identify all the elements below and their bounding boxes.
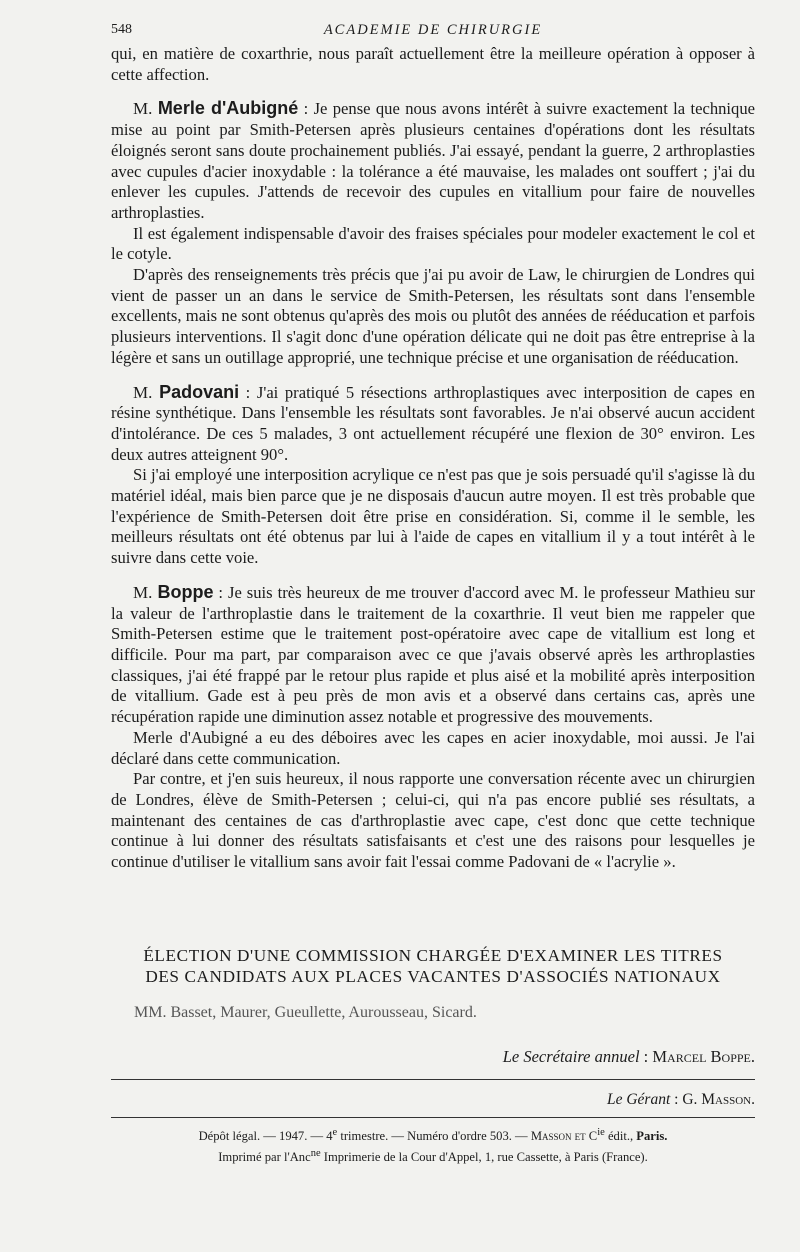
boppe-text-1: : Je suis très heureux de me trouver d'accord avec M. le professeur Mathieu sur la valeur de l'arthroplastie dans le traitement de la coxarthrie. Il veut bien me rappeler que Smith-Petersen estime que le traitement post-opératoire avec cape de vitallium est long et difficile. Pour ma part, par comparaison avec ce que j'avais observé après les arthroplasties classiques, j'ai été frappé par le retour plus rapide et plus aisé et la mobilité après interposition de vitallium. Gade est à peu près de mon avis et a observé dans certains cas, après une récupération rapide une diminution assez notable et progressive des mouvements. xyxy=(111,582,756,727)
gerant-separator: : xyxy=(670,1091,683,1108)
divider-rule xyxy=(111,1117,755,1118)
publisher-name: Masson et C xyxy=(530,1129,598,1144)
legal-deposit-text: trimestre. — Numéro d'ordre 503. — xyxy=(337,1129,531,1144)
legal-deposit-text: édit., xyxy=(604,1129,637,1144)
legal-deposit-line xyxy=(111,1124,755,1145)
running-head: ACADEMIE DE CHIRURGIE xyxy=(323,22,543,38)
secretary-name: Marcel Boppe. xyxy=(652,1047,755,1066)
speaker-name-merle: Merle d'Aubigné xyxy=(157,98,299,119)
publisher-city: Paris. xyxy=(636,1129,668,1144)
secretary-role: Le Secrétaire annuel xyxy=(502,1047,640,1066)
merle-paragraph-2: Il est également indispensable d'avoir des fraises spéciales pour modeler exactement le col et le cotyle. xyxy=(111,223,755,264)
printer-line xyxy=(111,1145,755,1166)
padovani-paragraph-2: Si j'ai employé une interposition acrylique ce n'est pas que je sois persuadé qu'il s'agisse là du matériel idéal, mais bien parce que je ne disposais d'aucun autre moyen. Il est très probable que l'expérience de Smith-Petersen doit être prise en considération. Si, comme il le semble, les meilleurs résultats ont été obtenus par lui à l'aide de capes en vitallium il y a tout intérêt à le suivre dans cette voie. xyxy=(111,465,755,568)
speaker-name-boppe: Boppe xyxy=(157,581,214,602)
gerant-role: Le Gérant xyxy=(606,1091,671,1108)
election-heading xyxy=(111,945,755,987)
election-heading-line-2: DES CANDIDATS AUX PLACES VACANTES D'ASSOCIÉS NATIONAUX xyxy=(145,967,721,986)
padovani-paragraph-1 xyxy=(111,382,755,466)
printer-text: Imprimerie de la Cour d'Appel, 1, rue Cassette, à Paris (France). xyxy=(320,1150,648,1165)
merle-text-1: : Je pense que nous avons intérêt à suivre exactement la technique mise au point par Smith-Petersen après plusieurs centaines d'opérations dont les résultats éloignés seront sans doute prochainement publiés. J'ai essayé, pendant la guerre, 2 arthroplasties avec cupules d'acier inoxydable : la tolérance a été mauvaise, les malades ont souffert ; j'ai du enlever les cupules. J'attends de recevoir des cupules en vitallium pour faire de nouvelles arthroplasties. xyxy=(111,99,755,222)
secretary-signature xyxy=(300,1047,755,1067)
commission-members: MM. Basset, Maurer, Gueullette, Aurousseau, Sicard. xyxy=(134,1004,477,1021)
boppe-paragraph-2: Merle d'Aubigné a eu des déboires avec les capes en acier inoxydable, moi aussi. Je l'ai déclaré dans cette communication. xyxy=(111,727,755,768)
merle-paragraph-3: D'après des renseignements très précis que j'ai pu avoir de Law, le chirurgien de Londres qui vient de passer un an dans le service de Smith-Petersen, les résultats sont dans l'ensemble excellents, mais ne sont obtenus qu'après des mois ou plutôt des années de rééducation et parfois plusieurs interventions. Il s'agit donc d'une opération délicate qui ne doit pas être entreprise à la légère et sans un outillage approprié, une technique précise et une organisation de rééducation. xyxy=(111,265,755,367)
boppe-paragraph-3: Par contre, et j'en suis heureux, il nous rapporte une conversation récente avec un chirurgien de Londres, élève de Smith-Petersen ; celui-ci, qui n'a pas encore publié ses résultats, a maintenant des centaines de cas d'arthroplastie avec cape, c'est donc que cette technique continue à lui donner des résultats satisfaisants et c'est une des raisons pour lesquelles je continue d'utiliser le vitallium sans avoir fait l'essai comme Padovani de « l'acrylie ». xyxy=(111,769,755,872)
padovani-text-1: : J'ai pratiqué 5 résections arthroplastiques avec interposition de capes en résine synthétique. Dans l'ensemble les résultats sont favorables. Je n'ai observé aucun accident d'intolérance. De ces 5 malades, 3 ont actuellement récupéré une flexion de 30° environ. Les deux autres atteignent 90°. xyxy=(111,382,755,464)
speaker-name-padovani: Padovani xyxy=(159,381,240,402)
boppe-paragraph-1 xyxy=(111,582,755,728)
gerant-name: G. Masson. xyxy=(682,1091,755,1108)
secretary-separator: : xyxy=(639,1047,653,1066)
opening-paragraph: qui, en matière de coxarthrie, nous paraît actuellement être la meilleure opération à opposer à cette affection. xyxy=(111,44,755,84)
speaker-prefix: M. xyxy=(133,382,160,402)
printer-text: Imprimé par l'Anc xyxy=(218,1150,311,1165)
legal-deposit-text: Dépôt légal. — 1947. — 4 xyxy=(198,1129,333,1144)
body-text xyxy=(111,44,755,873)
printer-colophon xyxy=(111,1124,755,1166)
election-heading-line-1: ÉLECTION D'UNE COMMISSION CHARGÉE D'EXAMINER LES TITRES xyxy=(143,946,723,965)
superscript: e xyxy=(332,1127,338,1138)
merle-paragraph-1 xyxy=(111,98,755,223)
page-number: 548 xyxy=(111,22,132,37)
superscript: ne xyxy=(310,1148,321,1160)
superscript: ie xyxy=(597,1127,605,1138)
speaker-prefix: M. xyxy=(133,582,158,602)
gerant-signature xyxy=(300,1091,755,1109)
divider-rule xyxy=(111,1079,755,1080)
speaker-prefix: M. xyxy=(133,99,158,119)
page-header xyxy=(111,22,755,46)
